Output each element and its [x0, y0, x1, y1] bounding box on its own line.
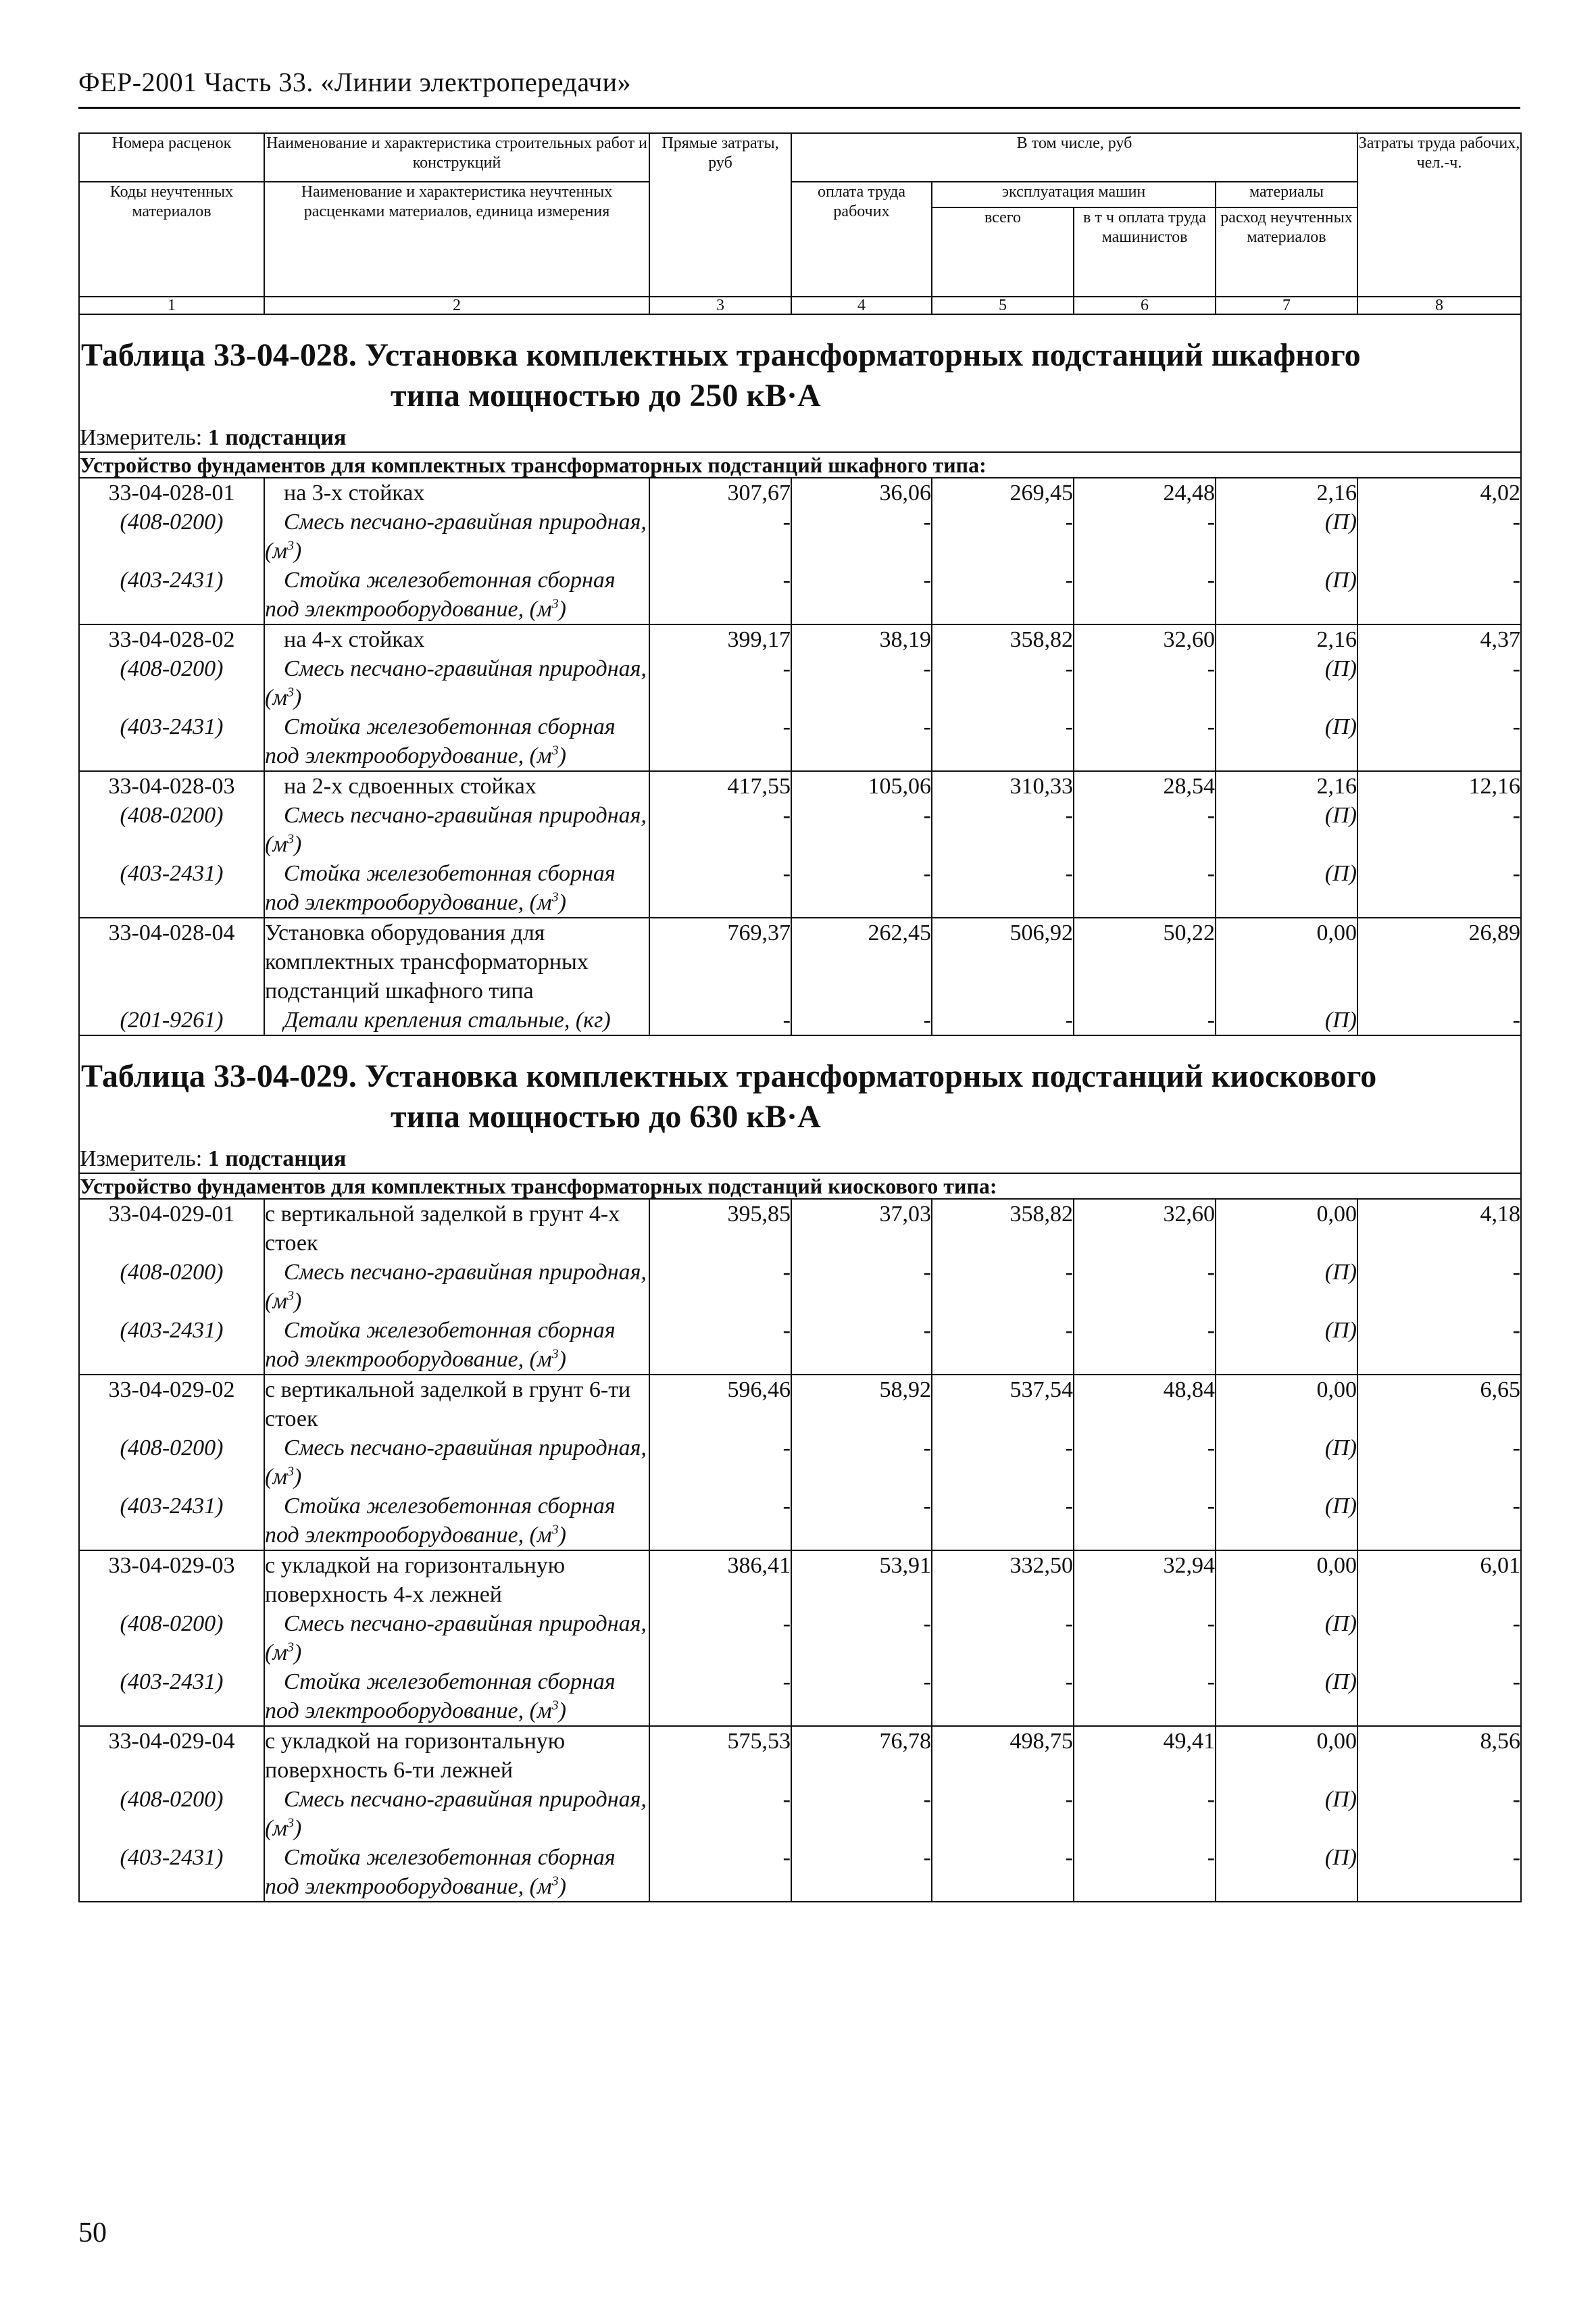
machinists-pay: -	[1074, 801, 1216, 859]
material-name	[264, 1667, 649, 1726]
material-code: (403-2431)	[79, 1316, 264, 1375]
material-unit-tail: )	[558, 597, 566, 622]
labor-hours: -	[1357, 1006, 1521, 1035]
rate-code: 33-04-029-03	[79, 1550, 264, 1609]
materials-header: материалы	[1216, 182, 1357, 207]
work-name: на 2-х сдвоенных стойках	[264, 771, 649, 801]
labor-pay: -	[791, 1006, 932, 1035]
group-header: В том числе, руб	[791, 133, 1357, 182]
labor-pay: -	[791, 1667, 932, 1726]
col7-header: расход неучтенных материалов	[1216, 207, 1357, 297]
material-unit-tail: )	[294, 539, 302, 564]
machines-total: -	[932, 566, 1074, 624]
labor-pay: -	[791, 1316, 932, 1375]
column-numbers-row	[79, 297, 1521, 314]
work-name: на 4-х стойках	[264, 624, 649, 654]
material-code: (403-2431)	[79, 566, 264, 624]
unit-superscript: 3	[287, 1640, 295, 1655]
direct-cost: -	[649, 859, 791, 918]
machinists-pay: 49,41	[1074, 1726, 1216, 1785]
material-name-text: Стойка железобетонная сборная под электрооборудование, (м	[265, 861, 616, 915]
machinists-pay: -	[1074, 1316, 1216, 1375]
material-name	[264, 1433, 649, 1492]
machinists-pay: -	[1074, 1785, 1216, 1843]
header-row-2	[79, 182, 1521, 207]
material-unit-tail: )	[558, 1874, 566, 1899]
materials-cost: 0,00	[1216, 1550, 1357, 1609]
measure-unit	[79, 416, 1521, 452]
labor-hours: -	[1357, 566, 1521, 624]
labor-hours: -	[1357, 859, 1521, 918]
direct-cost: 386,41	[649, 1550, 791, 1609]
unit-superscript: 3	[551, 596, 559, 612]
labor-pay: 36,06	[791, 478, 932, 508]
labor-hours: -	[1357, 1492, 1521, 1550]
table-title-row	[79, 1035, 1521, 1137]
col-number: 5	[932, 297, 1074, 314]
material-name	[264, 654, 649, 712]
material-unit-tail: )	[294, 1289, 302, 1314]
col2-top-header: Наименование и характеристика строительных работ и конструкций	[264, 133, 649, 182]
machines-total: -	[932, 1316, 1074, 1375]
labor-pay: -	[791, 1258, 932, 1316]
direct-cost: -	[649, 1006, 791, 1035]
machinists-pay: -	[1074, 1258, 1216, 1316]
unit-superscript: 3	[287, 1288, 295, 1304]
direct-cost: -	[649, 801, 791, 859]
material-name-text: Стойка железобетонная сборная под электрооборудование, (м	[265, 1845, 616, 1899]
material-unit-tail: )	[294, 1464, 302, 1490]
direct-cost: -	[649, 1843, 791, 1902]
labor-pay: 53,91	[791, 1550, 932, 1609]
labor-pay: 37,03	[791, 1199, 932, 1258]
machines-total: -	[932, 801, 1074, 859]
direct-cost: 769,37	[649, 918, 791, 1006]
direct-cost: -	[649, 1433, 791, 1492]
col-number: 2	[264, 297, 649, 314]
labor-pay: -	[791, 1492, 932, 1550]
machines-total: 269,45	[932, 478, 1074, 508]
unit-superscript: 3	[551, 1873, 559, 1889]
labor-pay: -	[791, 801, 932, 859]
material-row	[79, 1316, 1521, 1375]
labor-pay: 76,78	[791, 1726, 932, 1785]
table-row	[79, 1199, 1521, 1258]
col1-bottom-header: Коды неучтенных материалов	[79, 182, 264, 297]
material-name	[264, 1609, 649, 1667]
materials-cost: 0,00	[1216, 1199, 1357, 1258]
col-number: 1	[79, 297, 264, 314]
unit-superscript: 3	[287, 538, 295, 553]
direct-cost: 399,17	[649, 624, 791, 654]
material-code: (408-0200)	[79, 1433, 264, 1492]
direct-cost: 596,46	[649, 1375, 791, 1433]
section-row	[79, 1173, 1521, 1199]
material-unit-tail: )	[294, 685, 302, 710]
machinists-pay: 24,48	[1074, 478, 1216, 508]
measure-value: 1 подстанция	[207, 1146, 347, 1171]
direct-cost: -	[649, 1316, 791, 1375]
labor-pay: -	[791, 1785, 932, 1843]
machines-total: -	[932, 1667, 1074, 1726]
col2-bottom-header: Наименование и характеристика неучтенных расценками материалов, единица измерения	[264, 182, 649, 297]
materials-cost: 0,00	[1216, 1726, 1357, 1785]
unit-superscript: 3	[551, 1698, 559, 1713]
measure-label: Измеритель:	[80, 425, 203, 450]
materials-cost: 0,00	[1216, 918, 1357, 1006]
direct-cost: -	[649, 1667, 791, 1726]
labor-pay: 105,06	[791, 771, 932, 801]
unit-superscript: 3	[551, 743, 559, 758]
col-number: 7	[1216, 297, 1357, 314]
table-title-line1: Таблица 33-04-028. Установка комплектных трансформаторных подстанций шкафного	[81, 337, 1361, 373]
labor-hours: 4,02	[1357, 478, 1521, 508]
work-name: с укладкой на горизонтальную поверхность 4-х лежней	[264, 1550, 649, 1609]
col4-header: оплата труда рабочих	[791, 182, 932, 297]
material-code: (403-2431)	[79, 1843, 264, 1902]
work-name: с вертикальной заделкой в грунт 6-ти стоек	[264, 1375, 649, 1433]
labor-hours: -	[1357, 508, 1521, 566]
material-row	[79, 1785, 1521, 1843]
machinists-pay: -	[1074, 566, 1216, 624]
materials-cost: (П)	[1216, 1609, 1357, 1667]
labor-hours: 26,89	[1357, 918, 1521, 1006]
col-number: 4	[791, 297, 932, 314]
direct-cost: -	[649, 1609, 791, 1667]
table-row	[79, 624, 1521, 654]
labor-hours: 6,01	[1357, 1550, 1521, 1609]
materials-cost: (П)	[1216, 859, 1357, 918]
material-name-text: Смесь песчано-гравийная природная, (м	[265, 656, 647, 710]
labor-hours: -	[1357, 712, 1521, 771]
work-name: Установка оборудования для комплектных трансформаторных подстанций шкафного типа	[264, 918, 649, 1006]
material-row	[79, 1843, 1521, 1902]
col5-header: всего	[932, 207, 1074, 297]
material-code: (201-9261)	[79, 1006, 264, 1035]
machines-total: -	[932, 859, 1074, 918]
measure-label: Измеритель:	[80, 1146, 203, 1171]
machines-total: 358,82	[932, 624, 1074, 654]
machinists-pay: -	[1074, 1667, 1216, 1726]
price-table	[78, 132, 1522, 1902]
labor-pay: -	[791, 1843, 932, 1902]
material-name	[264, 1316, 649, 1375]
labor-pay: -	[791, 1609, 932, 1667]
section-title: Устройство фундаментов для комплектных трансформаторных подстанций шкафного типа:	[79, 452, 1521, 478]
machines-header: эксплуатация машин	[932, 182, 1216, 207]
measure-value: 1 подстанция	[207, 425, 347, 450]
labor-hours: 6,65	[1357, 1375, 1521, 1433]
material-name-text: Стойка железобетонная сборная под электрооборудование, (м	[265, 568, 616, 622]
labor-hours: -	[1357, 1843, 1521, 1902]
unit-superscript: 3	[287, 1815, 295, 1831]
unit-superscript: 3	[287, 685, 295, 700]
material-code: (408-0200)	[79, 508, 264, 566]
material-name	[264, 566, 649, 624]
labor-pay: -	[791, 1433, 932, 1492]
machines-total: 358,82	[932, 1199, 1074, 1258]
col-number: 8	[1357, 297, 1521, 314]
material-unit-tail: )	[558, 743, 566, 768]
direct-cost: -	[649, 654, 791, 712]
material-unit-tail: )	[558, 1347, 566, 1372]
materials-cost: (П)	[1216, 1258, 1357, 1316]
material-row	[79, 801, 1521, 859]
direct-cost: 417,55	[649, 771, 791, 801]
page-number: 50	[78, 2217, 107, 2248]
col6-header: в т ч оплата труда машинистов	[1074, 207, 1216, 297]
col1-top-header: Номера расценок	[79, 133, 264, 182]
labor-pay: -	[791, 712, 932, 771]
material-code: (408-0200)	[79, 1785, 264, 1843]
labor-hours: 8,56	[1357, 1726, 1521, 1785]
table-title	[79, 1035, 1521, 1137]
header-rule	[78, 107, 1520, 109]
rate-code: 33-04-029-02	[79, 1375, 264, 1433]
table-title-line1: Таблица 33-04-029. Установка комплектных трансформаторных подстанций киоскового	[81, 1058, 1377, 1094]
table-title-line2: типа мощностью до 250 кВ·А	[391, 378, 821, 414]
unit-superscript: 3	[551, 1522, 559, 1537]
labor-hours: -	[1357, 1609, 1521, 1667]
material-unit-tail: )	[558, 1698, 566, 1723]
material-code: (408-0200)	[79, 654, 264, 712]
labor-hours: -	[1357, 654, 1521, 712]
material-name-text: Стойка железобетонная сборная под электрооборудование, (м	[265, 1669, 616, 1723]
material-unit-tail: )	[558, 890, 566, 915]
material-row	[79, 1258, 1521, 1316]
labor-pay: 262,45	[791, 918, 932, 1006]
machinists-pay: -	[1074, 1609, 1216, 1667]
direct-cost: 307,67	[649, 478, 791, 508]
measure-row	[79, 1137, 1521, 1173]
machines-total: 310,33	[932, 771, 1074, 801]
table-title	[79, 314, 1521, 416]
table-row	[79, 1375, 1521, 1433]
section-row	[79, 452, 1521, 478]
table-row	[79, 918, 1521, 1006]
machines-total: 506,92	[932, 918, 1074, 1006]
table-title-line2: типа мощностью до 630 кВ·А	[391, 1099, 821, 1135]
table-title-row	[79, 314, 1521, 416]
material-name	[264, 508, 649, 566]
machines-total: -	[932, 1492, 1074, 1550]
rate-code: 33-04-028-02	[79, 624, 264, 654]
direct-cost: -	[649, 1785, 791, 1843]
material-code: (408-0200)	[79, 1258, 264, 1316]
labor-hours: 4,18	[1357, 1199, 1521, 1258]
rate-code: 33-04-029-01	[79, 1199, 264, 1258]
direct-cost: -	[649, 1492, 791, 1550]
materials-cost: (П)	[1216, 1433, 1357, 1492]
machinists-pay: 32,60	[1074, 624, 1216, 654]
material-name-text: Смесь песчано-гравийная природная, (м	[265, 510, 647, 564]
table-body	[79, 133, 1521, 1902]
labor-pay: 58,92	[791, 1375, 932, 1433]
material-row	[79, 1006, 1521, 1035]
material-name-text: Стойка железобетонная сборная под электрооборудование, (м	[265, 714, 616, 768]
labor-hours: -	[1357, 1258, 1521, 1316]
labor-pay: -	[791, 566, 932, 624]
machinists-pay: -	[1074, 1433, 1216, 1492]
unit-superscript: 3	[287, 1464, 295, 1479]
materials-cost: (П)	[1216, 1492, 1357, 1550]
material-row	[79, 1667, 1521, 1726]
material-row	[79, 1433, 1521, 1492]
material-name	[264, 1843, 649, 1902]
material-code: (408-0200)	[79, 801, 264, 859]
material-name-text: Стойка железобетонная сборная под электрооборудование, (м	[265, 1318, 616, 1372]
material-row	[79, 508, 1521, 566]
material-name-text: Смесь песчано-гравийная природная, (м	[265, 1787, 647, 1841]
material-row	[79, 1609, 1521, 1667]
machines-total: -	[932, 1785, 1074, 1843]
material-name	[264, 1492, 649, 1550]
labor-hours: -	[1357, 1433, 1521, 1492]
section-title: Устройство фундаментов для комплектных трансформаторных подстанций киоскового типа:	[79, 1173, 1521, 1199]
work-name: с укладкой на горизонтальную поверхность 6-ти лежней	[264, 1726, 649, 1785]
materials-cost: (П)	[1216, 712, 1357, 771]
material-code: (403-2431)	[79, 1667, 264, 1726]
material-name-text: Смесь песчано-гравийная природная, (м	[265, 1611, 647, 1665]
materials-cost: (П)	[1216, 1785, 1357, 1843]
material-name	[264, 1006, 649, 1035]
machines-total: -	[932, 654, 1074, 712]
direct-cost: -	[649, 1258, 791, 1316]
material-name	[264, 801, 649, 859]
materials-cost: (П)	[1216, 1316, 1357, 1375]
header-row-1	[79, 133, 1521, 182]
machinists-pay: 32,60	[1074, 1199, 1216, 1258]
machines-total: -	[932, 1258, 1074, 1316]
machinists-pay: -	[1074, 1843, 1216, 1902]
material-name-text: Смесь песчано-гравийная природная, (м	[265, 803, 647, 857]
materials-cost: (П)	[1216, 801, 1357, 859]
material-name-text: Смесь песчано-гравийная природная, (м	[265, 1435, 647, 1490]
material-row	[79, 1492, 1521, 1550]
rate-code: 33-04-029-04	[79, 1726, 264, 1785]
table-row	[79, 1726, 1521, 1785]
materials-cost: 2,16	[1216, 771, 1357, 801]
rate-code: 33-04-028-04	[79, 918, 264, 1006]
table-row	[79, 478, 1521, 508]
machinists-pay: 50,22	[1074, 918, 1216, 1006]
unit-superscript: 3	[551, 889, 559, 905]
material-unit-tail: )	[294, 1640, 302, 1665]
unit-superscript: 3	[287, 831, 295, 847]
material-row	[79, 566, 1521, 624]
material-unit-tail: )	[294, 832, 302, 857]
material-name	[264, 1785, 649, 1843]
materials-cost: (П)	[1216, 1843, 1357, 1902]
materials-cost: 0,00	[1216, 1375, 1357, 1433]
labor-pay: -	[791, 654, 932, 712]
machinists-pay: 28,54	[1074, 771, 1216, 801]
material-name	[264, 712, 649, 771]
material-code: (403-2431)	[79, 859, 264, 918]
machines-total: -	[932, 1609, 1074, 1667]
labor-pay: -	[791, 508, 932, 566]
materials-cost: (П)	[1216, 566, 1357, 624]
labor-hours: -	[1357, 1785, 1521, 1843]
material-unit-tail: )	[294, 1816, 302, 1841]
machinists-pay: 48,84	[1074, 1375, 1216, 1433]
machinists-pay: 32,94	[1074, 1550, 1216, 1609]
machines-total: -	[932, 712, 1074, 771]
materials-cost: 2,16	[1216, 624, 1357, 654]
rate-code: 33-04-028-01	[79, 478, 264, 508]
machines-total: -	[932, 1006, 1074, 1035]
material-row	[79, 712, 1521, 771]
labor-pay: -	[791, 859, 932, 918]
machines-total: -	[932, 1843, 1074, 1902]
materials-cost: (П)	[1216, 1006, 1357, 1035]
direct-cost: -	[649, 712, 791, 771]
material-name-text: Смесь песчано-гравийная природная, (м	[265, 1260, 647, 1314]
materials-cost: (П)	[1216, 508, 1357, 566]
materials-cost: (П)	[1216, 1667, 1357, 1726]
direct-cost: 395,85	[649, 1199, 791, 1258]
measure-unit	[79, 1137, 1521, 1173]
labor-hours: 4,37	[1357, 624, 1521, 654]
labor-hours: 12,16	[1357, 771, 1521, 801]
machines-total: 537,54	[932, 1375, 1074, 1433]
rate-code: 33-04-028-03	[79, 771, 264, 801]
material-code: (408-0200)	[79, 1609, 264, 1667]
materials-cost: 2,16	[1216, 478, 1357, 508]
material-code: (403-2431)	[79, 1492, 264, 1550]
work-name: на 3-х стойках	[264, 478, 649, 508]
machines-total: -	[932, 1433, 1074, 1492]
machinists-pay: -	[1074, 859, 1216, 918]
material-unit-tail: )	[558, 1523, 566, 1548]
measure-row	[79, 416, 1521, 452]
machinists-pay: -	[1074, 1006, 1216, 1035]
table-row	[79, 1550, 1521, 1609]
machines-total: -	[932, 508, 1074, 566]
labor-pay: 38,19	[791, 624, 932, 654]
direct-cost: -	[649, 566, 791, 624]
direct-cost: 575,53	[649, 1726, 791, 1785]
col-number: 6	[1074, 297, 1216, 314]
labor-hours: -	[1357, 801, 1521, 859]
machinists-pay: -	[1074, 654, 1216, 712]
material-row	[79, 859, 1521, 918]
material-name	[264, 859, 649, 918]
col-number: 3	[649, 297, 791, 314]
material-name	[264, 1258, 649, 1316]
table-row	[79, 771, 1521, 801]
machinists-pay: -	[1074, 712, 1216, 771]
material-row	[79, 654, 1521, 712]
material-name-text: Детали крепления стальные, (кг)	[284, 1008, 611, 1033]
material-code: (403-2431)	[79, 712, 264, 771]
machinists-pay: -	[1074, 1492, 1216, 1550]
direct-cost: -	[649, 508, 791, 566]
materials-cost: (П)	[1216, 654, 1357, 712]
labor-hours: -	[1357, 1316, 1521, 1375]
col8-header: Затраты труда рабочих, чел.-ч.	[1357, 133, 1521, 297]
labor-hours: -	[1357, 1667, 1521, 1726]
machinists-pay: -	[1074, 508, 1216, 566]
unit-superscript: 3	[551, 1346, 559, 1362]
page-header: ФЕР-2001 Часть 33. «Линии электропередачи»	[78, 67, 632, 97]
material-name-text: Стойка железобетонная сборная под электрооборудование, (м	[265, 1494, 616, 1548]
machines-total: 498,75	[932, 1726, 1074, 1785]
col3-header: Прямые затраты, руб	[649, 133, 791, 297]
work-name: с вертикальной заделкой в грунт 4-х стоек	[264, 1199, 649, 1258]
machines-total: 332,50	[932, 1550, 1074, 1609]
